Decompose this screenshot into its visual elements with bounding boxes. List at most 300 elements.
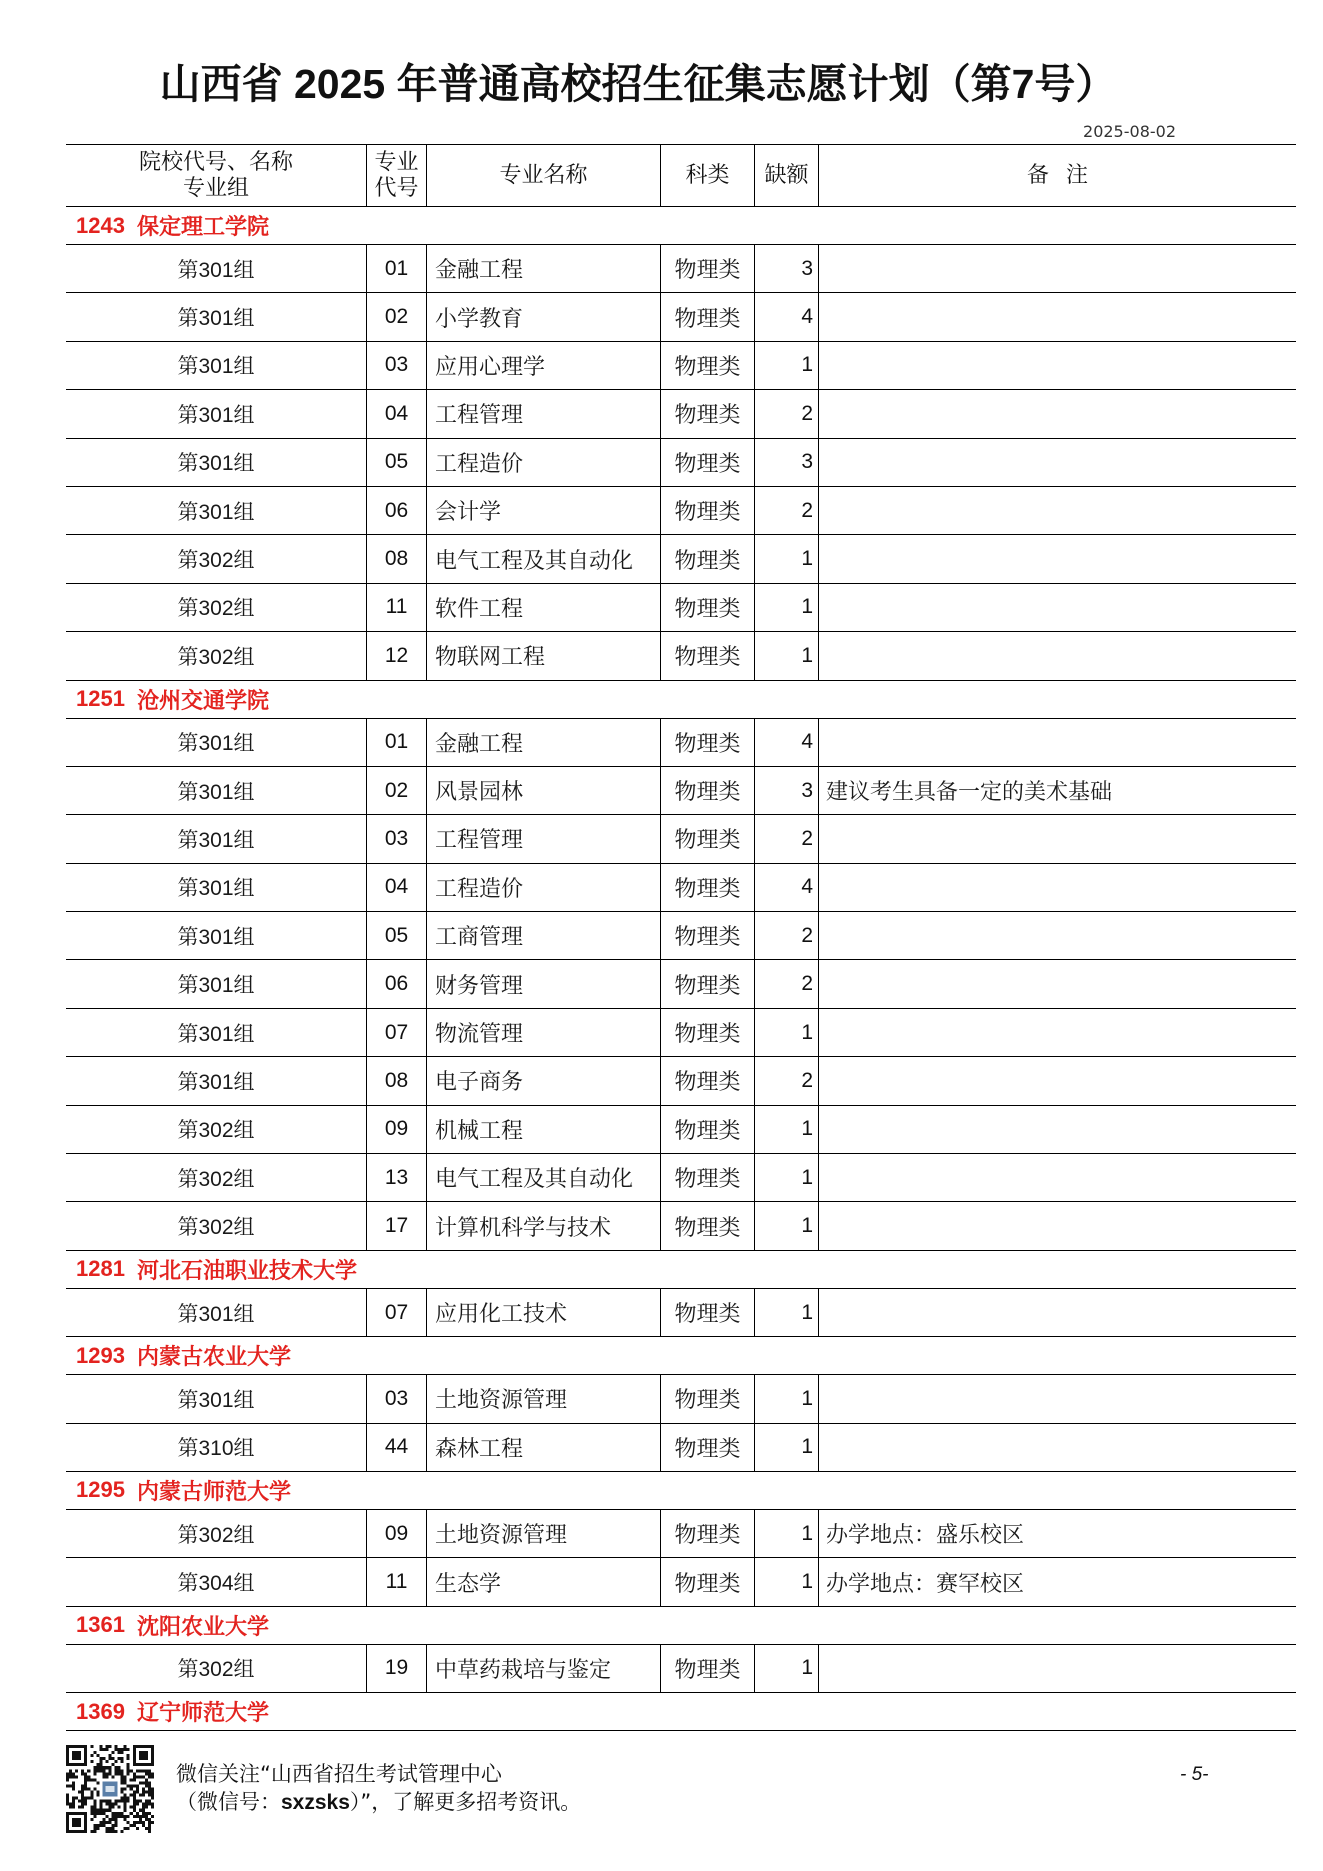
qr-module: [84, 1803, 87, 1806]
major-code-cell: 02: [366, 767, 426, 814]
qr-module: [96, 1769, 99, 1772]
qr-module: [112, 1803, 115, 1806]
category-cell: 物理类: [660, 584, 754, 631]
qr-module: [142, 1794, 145, 1797]
qr-module: [87, 1797, 90, 1800]
group-cell: 第301组: [177, 1388, 255, 1412]
qr-module: [121, 1815, 124, 1818]
qr-module: [118, 1766, 121, 1769]
qr-module: [102, 1775, 105, 1778]
group-cell: 第301组: [177, 974, 255, 998]
group-cell: 第301组: [177, 452, 255, 476]
major-code-cell: 19: [366, 1645, 426, 1692]
vacancy-cell: 4: [754, 719, 818, 766]
qr-module: [130, 1769, 133, 1772]
qr-module: [130, 1787, 133, 1790]
qr-module: [102, 1821, 105, 1824]
vacancy-cell: 1: [754, 1645, 818, 1692]
qr-module: [102, 1748, 105, 1751]
category-cell: 物理类: [660, 1289, 754, 1336]
header-major-code: [366, 145, 426, 206]
school-code: 1361: [76, 1612, 125, 1638]
group-cell: 第301组: [177, 828, 255, 852]
group-cell: 第310组: [177, 1437, 255, 1461]
qr-module: [112, 1763, 115, 1766]
qr-module: [93, 1787, 96, 1790]
qr-module: [105, 1748, 108, 1751]
major-name-cell: 财务管理: [426, 960, 660, 1007]
qr-module: [151, 1794, 154, 1797]
qr-module: [96, 1791, 99, 1794]
qr-module: [105, 1809, 108, 1812]
qr-module: [151, 1787, 154, 1790]
qr-module: [69, 1806, 72, 1809]
qr-module: [81, 1797, 84, 1800]
vacancy-cell: 1: [754, 1510, 818, 1557]
major-code-cell: 07: [366, 1289, 426, 1336]
qr-module: [108, 1754, 111, 1757]
header-major-code-line2: 代号: [374, 175, 419, 201]
qr-module: [118, 1812, 121, 1815]
qr-module: [115, 1800, 118, 1803]
table-row: [66, 1106, 1296, 1154]
qr-module: [139, 1794, 142, 1797]
qr-module: [115, 1760, 118, 1763]
qr-code-icon: [66, 1745, 154, 1833]
qr-module: [136, 1769, 139, 1772]
header-remarks: [818, 145, 1296, 206]
category-cell: 物理类: [660, 1375, 754, 1422]
table-row: [66, 293, 1296, 341]
category-cell: 物理类: [660, 1106, 754, 1153]
qr-module: [102, 1809, 105, 1812]
remark-cell: [818, 1424, 1296, 1471]
major-name-cell: 应用化工技术: [426, 1289, 660, 1336]
qr-module: [69, 1775, 72, 1778]
qr-module: [133, 1803, 136, 1806]
major-name-cell: 生态学: [426, 1558, 660, 1605]
school-code: 1251: [76, 686, 125, 712]
qr-module: [145, 1769, 148, 1772]
qr-module: [99, 1748, 102, 1751]
enrollment-plan-table: [66, 144, 1296, 1731]
qr-module: [112, 1812, 115, 1815]
qr-module: [142, 1821, 145, 1824]
qr-module: [133, 1806, 136, 1809]
qr-module: [115, 1830, 118, 1833]
category-cell: 物理类: [660, 390, 754, 437]
table-header-row: [66, 145, 1296, 207]
qr-module: [136, 1791, 139, 1794]
qr-module: [127, 1766, 130, 1769]
qr-module: [105, 1745, 108, 1748]
qr-module: [99, 1821, 102, 1824]
major-name-cell: 计算机科学与技术: [426, 1202, 660, 1249]
wechat-id: sxzsks: [281, 1791, 350, 1814]
qr-module: [121, 1772, 124, 1775]
qr-module: [93, 1809, 96, 1812]
group-cell: 第301组: [177, 500, 255, 524]
qr-module: [145, 1827, 148, 1830]
qr-module: [118, 1748, 121, 1751]
qr-module: [145, 1815, 148, 1818]
qr-module: [124, 1818, 127, 1821]
remark-cell: [818, 815, 1296, 862]
remark-cell: [818, 1202, 1296, 1249]
qr-module: [127, 1748, 130, 1751]
table-row: [66, 767, 1296, 815]
qr-module: [72, 1787, 75, 1790]
qr-module: [118, 1772, 121, 1775]
qr-module: [78, 1806, 81, 1809]
major-code-cell: 12: [366, 632, 426, 679]
qr-module: [133, 1824, 136, 1827]
vacancy-cell: 2: [754, 912, 818, 959]
qr-module: [112, 1751, 115, 1754]
qr-module: [151, 1803, 154, 1806]
qr-module: [124, 1745, 127, 1748]
qr-module: [81, 1794, 84, 1797]
table-row: [66, 912, 1296, 960]
vacancy-cell: 2: [754, 390, 818, 437]
qr-module: [121, 1800, 124, 1803]
qr-module: [105, 1821, 108, 1824]
major-name-cell: 电气工程及其自动化: [426, 535, 660, 582]
vacancy-cell: 4: [754, 293, 818, 340]
qr-module: [96, 1812, 99, 1815]
qr-module: [145, 1812, 148, 1815]
qr-module: [81, 1787, 84, 1790]
table-row: [66, 1202, 1296, 1250]
remark-cell: [818, 912, 1296, 959]
qr-module: [93, 1824, 96, 1827]
qr-module: [115, 1769, 118, 1772]
qr-module: [136, 1787, 139, 1790]
qr-module: [105, 1803, 108, 1806]
school-name: 辽宁师范大学: [136, 1700, 269, 1726]
major-name-cell: 物流管理: [426, 1009, 660, 1056]
qr-module: [115, 1821, 118, 1824]
qr-module: [142, 1809, 145, 1812]
qr-module: [130, 1806, 133, 1809]
remark-cell: [818, 245, 1296, 292]
major-code-cell: 01: [366, 245, 426, 292]
qr-module: [127, 1769, 130, 1772]
qr-module: [75, 1769, 78, 1772]
school-name: 保定理工学院: [136, 214, 269, 239]
major-code-cell: 05: [366, 912, 426, 959]
qr-module: [124, 1778, 127, 1781]
qr-module: [81, 1806, 84, 1809]
qr-module: [81, 1791, 84, 1794]
major-name-cell: 小学教育: [426, 293, 660, 340]
qr-module: [118, 1806, 121, 1809]
group-cell: 第301组: [177, 403, 255, 427]
remark-cell: 办学地点：盛乐校区: [818, 1510, 1296, 1557]
major-name-cell: 工程造价: [426, 439, 660, 486]
qr-module: [87, 1778, 90, 1781]
school-heading: [66, 1693, 1296, 1731]
remark-cell: [818, 342, 1296, 389]
qr-module: [136, 1827, 139, 1830]
qr-module: [112, 1830, 115, 1833]
qr-module: [136, 1812, 139, 1815]
qr-module: [124, 1797, 127, 1800]
qr-module: [133, 1775, 136, 1778]
qr-module: [139, 1809, 142, 1812]
remark-cell: [818, 1106, 1296, 1153]
school-code: 1293: [76, 1342, 125, 1368]
publish-date: 2025-08-02: [1083, 122, 1176, 141]
vacancy-cell: 2: [754, 1057, 818, 1104]
vacancy-cell: 1: [754, 1009, 818, 1056]
qr-module: [99, 1769, 102, 1772]
category-cell: 物理类: [660, 864, 754, 911]
qr-module: [108, 1772, 111, 1775]
qr-module: [139, 1800, 142, 1803]
vacancy-cell: 3: [754, 767, 818, 814]
qr-module: [99, 1803, 102, 1806]
major-code-cell: 05: [366, 439, 426, 486]
qr-module: [133, 1791, 136, 1794]
school-heading: [66, 1337, 1296, 1375]
qr-module: [75, 1797, 78, 1800]
vacancy-cell: 1: [754, 535, 818, 582]
qr-finder-core: [139, 1751, 148, 1760]
qr-module: [124, 1815, 127, 1818]
qr-module: [66, 1784, 69, 1787]
qr-module: [90, 1830, 93, 1833]
table-row: [66, 815, 1296, 863]
qr-module: [93, 1827, 96, 1830]
qr-module: [105, 1760, 108, 1763]
qr-module: [96, 1781, 99, 1784]
qr-module: [84, 1797, 87, 1800]
major-code-cell: 03: [366, 342, 426, 389]
qr-module: [93, 1815, 96, 1818]
remark-cell: [818, 535, 1296, 582]
qr-module: [133, 1778, 136, 1781]
qr-module: [148, 1772, 151, 1775]
qr-module: [139, 1815, 142, 1818]
qr-module: [108, 1745, 111, 1748]
qr-module: [115, 1824, 118, 1827]
qr-module: [72, 1772, 75, 1775]
qr-module: [148, 1818, 151, 1821]
qr-module: [148, 1781, 151, 1784]
qr-module: [84, 1778, 87, 1781]
qr-module: [118, 1800, 121, 1803]
category-cell: 物理类: [660, 815, 754, 862]
qr-module: [127, 1827, 130, 1830]
category-cell: 物理类: [660, 1154, 754, 1201]
qr-module: [90, 1809, 93, 1812]
group-cell: 第301组: [177, 258, 255, 282]
qr-module: [142, 1787, 145, 1790]
school-code: 1281: [76, 1256, 125, 1282]
school-code: 1295: [76, 1477, 125, 1503]
major-code-cell: 04: [366, 864, 426, 911]
qr-module: [148, 1821, 151, 1824]
table-body: [66, 207, 1296, 1731]
vacancy-cell: 1: [754, 584, 818, 631]
qr-module: [139, 1769, 142, 1772]
qr-module: [127, 1757, 130, 1760]
category-cell: 物理类: [660, 912, 754, 959]
qr-module: [96, 1766, 99, 1769]
remark-cell: [818, 1154, 1296, 1201]
qr-module: [148, 1791, 151, 1794]
qr-module: [72, 1797, 75, 1800]
school-heading: [66, 1472, 1296, 1510]
qr-module: [145, 1806, 148, 1809]
qr-module: [87, 1769, 90, 1772]
qr-module: [66, 1797, 69, 1800]
qr-module: [148, 1824, 151, 1827]
group-cell: 第302组: [177, 597, 255, 621]
major-code-cell: 03: [366, 1375, 426, 1422]
table-row: [66, 960, 1296, 1008]
qr-module: [99, 1809, 102, 1812]
qr-module: [81, 1772, 84, 1775]
qr-module: [72, 1781, 75, 1784]
table-row: [66, 1645, 1296, 1693]
group-cell: 第301组: [177, 877, 255, 901]
qr-module: [99, 1745, 102, 1748]
qr-module: [108, 1757, 111, 1760]
vacancy-cell: 3: [754, 439, 818, 486]
group-cell: 第301组: [177, 307, 255, 331]
qr-module: [81, 1769, 84, 1772]
qr-module: [130, 1794, 133, 1797]
qr-module: [130, 1812, 133, 1815]
school-code: 1243: [76, 212, 125, 238]
qr-module: [142, 1806, 145, 1809]
qr-module: [127, 1800, 130, 1803]
category-cell: 物理类: [660, 1558, 754, 1605]
qr-module: [121, 1775, 124, 1778]
table-row: [66, 1424, 1296, 1472]
group-cell: 第301组: [177, 925, 255, 949]
vacancy-cell: 1: [754, 342, 818, 389]
qr-module: [151, 1797, 154, 1800]
category-cell: 物理类: [660, 1510, 754, 1557]
qr-module: [72, 1800, 75, 1803]
qr-module: [145, 1778, 148, 1781]
qr-module: [81, 1784, 84, 1787]
group-cell: 第302组: [177, 1167, 255, 1191]
header-school-group-line2: 专业组: [182, 175, 249, 201]
header-vacancy-label: 缺额: [764, 162, 809, 188]
header-remarks-label: 备 注: [1027, 162, 1088, 188]
qr-module: [121, 1748, 124, 1751]
qr-module: [136, 1800, 139, 1803]
vacancy-cell: 1: [754, 1289, 818, 1336]
qr-module: [96, 1809, 99, 1812]
qr-module: [99, 1800, 102, 1803]
qr-module: [145, 1772, 148, 1775]
qr-module: [93, 1778, 96, 1781]
qr-module: [142, 1775, 145, 1778]
qr-module: [66, 1772, 69, 1775]
qr-module: [112, 1824, 115, 1827]
qr-module: [142, 1803, 145, 1806]
qr-module: [72, 1784, 75, 1787]
qr-module: [69, 1784, 72, 1787]
major-name-cell: 应用心理学: [426, 342, 660, 389]
table-row: [66, 245, 1296, 293]
major-name-cell: 软件工程: [426, 584, 660, 631]
major-name-cell: 工程管理: [426, 390, 660, 437]
category-cell: 物理类: [660, 632, 754, 679]
category-cell: 物理类: [660, 342, 754, 389]
remark-cell: [818, 293, 1296, 340]
vacancy-cell: 4: [754, 864, 818, 911]
qr-module: [136, 1775, 139, 1778]
remark-cell: [818, 1009, 1296, 1056]
qr-module: [87, 1775, 90, 1778]
table-row: [66, 390, 1296, 438]
qr-module: [133, 1800, 136, 1803]
qr-module: [145, 1803, 148, 1806]
qr-module: [105, 1775, 108, 1778]
qr-module: [81, 1800, 84, 1803]
remark-cell: [818, 719, 1296, 766]
table-row: [66, 1558, 1296, 1606]
category-cell: 物理类: [660, 245, 754, 292]
group-cell: 第301组: [177, 780, 255, 804]
major-name-cell: 工程管理: [426, 815, 660, 862]
table-row: [66, 342, 1296, 390]
qr-module: [124, 1809, 127, 1812]
qr-module: [84, 1772, 87, 1775]
header-vacancy: [754, 145, 818, 206]
group-cell: 第302组: [177, 1658, 255, 1682]
major-name-cell: 电子商务: [426, 1057, 660, 1104]
group-cell: 第302组: [177, 645, 255, 669]
qr-module: [133, 1815, 136, 1818]
group-cell: 第304组: [177, 1572, 255, 1596]
qr-module: [136, 1784, 139, 1787]
qr-module: [90, 1797, 93, 1800]
table-row: [66, 487, 1296, 535]
qr-module: [105, 1827, 108, 1830]
qr-module: [127, 1772, 130, 1775]
qr-module: [124, 1806, 127, 1809]
qr-module: [93, 1766, 96, 1769]
header-category-label: 科类: [685, 162, 730, 188]
remark-cell: 办学地点：赛罕校区: [818, 1558, 1296, 1605]
qr-module: [84, 1800, 87, 1803]
qr-module: [84, 1787, 87, 1790]
major-code-cell: 06: [366, 960, 426, 1007]
qr-module: [121, 1778, 124, 1781]
school-name: 河北石油职业技术大学: [136, 1257, 357, 1283]
major-code-cell: 11: [366, 1558, 426, 1605]
remark-cell: [818, 960, 1296, 1007]
qr-module: [90, 1760, 93, 1763]
qr-module: [148, 1803, 151, 1806]
major-name-cell: 风景园林: [426, 767, 660, 814]
qr-module: [105, 1772, 108, 1775]
category-cell: 物理类: [660, 293, 754, 340]
group-cell: 第301组: [177, 732, 255, 756]
qr-module: [133, 1794, 136, 1797]
major-code-cell: 03: [366, 815, 426, 862]
qr-module: [96, 1824, 99, 1827]
school-name: 沧州交通学院: [136, 687, 269, 713]
qr-module: [151, 1775, 154, 1778]
